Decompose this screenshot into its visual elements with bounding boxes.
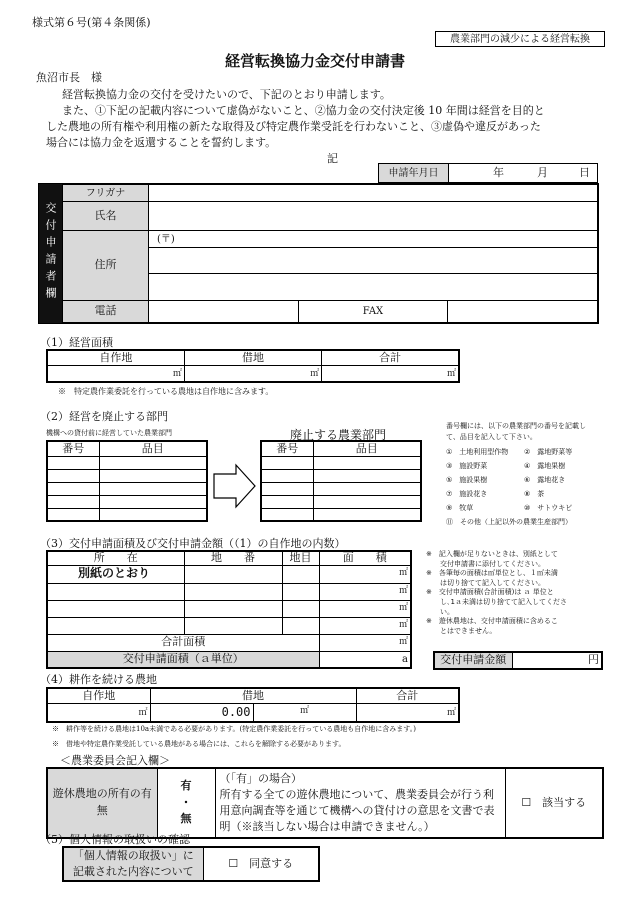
s3-total-label: 合計面積 xyxy=(47,634,319,651)
s5-label: 「個人情報の取扱い」に 記載された内容について xyxy=(63,847,203,881)
s2-before-item-3[interactable] xyxy=(99,482,207,495)
s3-category-1[interactable] xyxy=(282,565,319,583)
s1-header-total: 合計 xyxy=(322,350,459,365)
s3-header-category: 地目 xyxy=(282,551,319,565)
committee-yes-no[interactable] xyxy=(157,768,215,838)
s4-note-2: ※ 借地や特定農作業受託している農地がある場合には、これらを解除する必要があります。 xyxy=(52,740,346,748)
s2-before-table xyxy=(46,440,208,522)
s2-abolish-item-3[interactable] xyxy=(313,482,421,495)
furigana-label: フリガナ xyxy=(63,185,149,202)
s2-legend: 番号欄には、以下の農業部門の番号を記載し て、品目を記入して下さい。 ① 土地利用型作物 ② 露地野菜等 ③ 施設野菜 ④ 露地果樹 ⑤ 施設果樹 ⑥ 露地花き ⑦ 施設花き ⑧ 茶 ⑨ 牧草 ⑩ サトウキビ ⑪ その他（上記以外の農業生産部門） xyxy=(446,422,586,526)
s1-header-own: 自作地 xyxy=(47,350,184,365)
s3-category-4[interactable] xyxy=(282,617,319,634)
s2-before-no-1[interactable] xyxy=(47,456,99,469)
s2-before-no-5[interactable] xyxy=(47,508,99,521)
s3-area-4[interactable] xyxy=(319,617,365,634)
s3-unit-3: ㎡ xyxy=(365,600,411,617)
name-field[interactable] xyxy=(149,202,598,231)
applicant-table xyxy=(62,184,598,323)
date-field[interactable] xyxy=(449,164,598,183)
s3-area-1[interactable] xyxy=(319,565,365,583)
s4-header-borrowed: 借地 xyxy=(150,688,356,703)
s3-a-unit: a xyxy=(365,651,411,668)
s3-total-unit: ㎡ xyxy=(365,634,411,651)
s4-borrowed-unit: ㎡ xyxy=(253,703,356,722)
s3-title: （3）交付申請面積及び交付申請金額（（1）の自作地の内数） xyxy=(40,537,346,550)
committee-no: 無 xyxy=(180,812,192,826)
s3-area-2[interactable] xyxy=(319,583,365,600)
s1-total-field[interactable]: ㎡ xyxy=(322,365,459,382)
s3-apply-area-field[interactable] xyxy=(319,651,365,668)
s3-header-area: 面 積 xyxy=(319,551,411,565)
s2-title: （2）経営を廃止する部門 xyxy=(40,410,168,423)
s4-total-field[interactable]: ㎡ xyxy=(356,703,459,722)
s2-before-col-item: 品目 xyxy=(99,441,207,456)
s3-total-field[interactable] xyxy=(319,634,365,651)
address-line-1[interactable] xyxy=(149,248,598,274)
s1-table xyxy=(46,349,460,383)
year-label: 年 xyxy=(493,166,504,179)
s2-before-no-4[interactable] xyxy=(47,495,99,508)
s3-location-4[interactable] xyxy=(47,617,184,634)
s3-apply-area-label: 交付申請面積（ａ単位） xyxy=(47,651,319,668)
s4-title: （4）耕作を続ける農地 xyxy=(40,673,157,686)
s2-before-item-2[interactable] xyxy=(99,469,207,482)
name-label: 氏名 xyxy=(63,202,149,231)
s3-lot-3[interactable] xyxy=(184,600,282,617)
s2-abolish-no-4[interactable] xyxy=(261,495,313,508)
addressee: 魚沼市長 様 xyxy=(36,71,102,84)
s2-before-item-4[interactable] xyxy=(99,495,207,508)
intro-line-4: 場合には協力金を返還することを誓約します。 xyxy=(46,136,277,149)
s2-abolish-no-1[interactable] xyxy=(261,456,313,469)
s3-location-1[interactable]: 別紙のとおり xyxy=(47,565,184,583)
s3-unit-4: ㎡ xyxy=(365,617,411,634)
applicant-side-label: 交付申請者欄 xyxy=(39,184,62,323)
s3-amount-label: 交付申請金額 xyxy=(434,652,512,669)
s5-title: （5）個人情報の取扱いの確認 xyxy=(40,833,190,846)
page-title: 経営転換協力金交付申請書 xyxy=(224,52,405,70)
s2-abolish-no-5[interactable] xyxy=(261,508,313,521)
s5-table xyxy=(62,846,320,882)
fax-field[interactable] xyxy=(448,301,598,323)
committee-label: 遊休農地の所有の有無 xyxy=(47,768,157,838)
fax-label: FAX xyxy=(298,301,448,323)
s2-abolish-item-2[interactable] xyxy=(313,469,421,482)
furigana-field[interactable] xyxy=(149,185,598,202)
s4-note-1: ※ 耕作等を続ける農地は10a未満である必要があります。(特定農作業委託を行っている農地も自作地に含みます。) xyxy=(52,725,416,733)
s2-before-no-3[interactable] xyxy=(47,482,99,495)
s4-borrowed-field[interactable]: 0.00 xyxy=(150,703,253,722)
s3-table xyxy=(46,550,412,669)
s1-borrowed-field[interactable]: ㎡ xyxy=(184,365,321,382)
s1-header-borrowed: 借地 xyxy=(184,350,321,365)
s2-before-item-1[interactable] xyxy=(99,456,207,469)
application-date-table xyxy=(378,163,598,183)
s3-notes: ※ 記入欄が足りないときは、別紙として 交付申請書に添付してください。 ※ 各筆毎の面積は㎡単位とし、１㎡未満 は切り捨てて記入してください。 ※ 交付申請面積(合計面積)は ａ 単位と し､1ａ未満は切り捨てて記入してくださ い。 ※ 遊休農地は、交付申請面積に含めるこ とはできません。 xyxy=(426,550,567,635)
s3-amount-field[interactable]: 円 xyxy=(512,652,602,669)
s2-abolish-no-3[interactable] xyxy=(261,482,313,495)
committee-check[interactable]: ☐ 該当する xyxy=(505,768,603,838)
s2-abolish-table xyxy=(260,440,422,522)
phone-field[interactable] xyxy=(149,301,299,323)
s3-area-3[interactable] xyxy=(319,600,365,617)
intro-line-3: した農地の所有権や利用権の新たな取得及び特定農作業受託を行わないこと、③虚偽や違反があった xyxy=(46,120,541,133)
s4-own-field[interactable]: ㎡ xyxy=(47,703,150,722)
s3-unit-1: ㎡ xyxy=(365,565,411,583)
address-label: 住所 xyxy=(63,231,149,301)
s3-header-location: 所 在 xyxy=(47,551,184,565)
postal-field[interactable]: (〒) xyxy=(149,231,598,248)
committee-table xyxy=(46,767,604,839)
s4-header-own: 自作地 xyxy=(47,688,150,703)
s2-abolish-no-2[interactable] xyxy=(261,469,313,482)
s1-note: ※ 特定農作業委託を行っている農地は自作地に含みます。 xyxy=(58,387,274,396)
s3-location-3[interactable] xyxy=(47,600,184,617)
month-label: 月 xyxy=(537,166,548,179)
s2-abolish-item-1[interactable] xyxy=(313,456,421,469)
s3-lot-1[interactable] xyxy=(184,565,282,583)
s2-abolish-item-5[interactable] xyxy=(313,508,421,521)
s2-subtitle: 機構への貸付前に経営していた農業部門 xyxy=(46,429,172,437)
phone-label: 電話 xyxy=(63,301,149,323)
s4-table xyxy=(46,687,460,723)
committee-dot: ・ xyxy=(180,795,192,809)
arrow-right-icon xyxy=(212,462,258,510)
s5-agree-check[interactable]: ☐ 同意する xyxy=(203,847,319,881)
s3-category-3[interactable] xyxy=(282,600,319,617)
s2-abolish-title: 廃止する農業部門 xyxy=(290,428,387,442)
address-line-2[interactable] xyxy=(149,274,598,301)
day-label: 日 xyxy=(579,166,590,179)
s3-amount-table xyxy=(433,651,603,670)
date-label: 申請年月日 xyxy=(379,164,449,183)
s1-title: （1）経営面積 xyxy=(40,336,113,349)
committee-title: ＜農業委員会記入欄＞ xyxy=(60,754,170,767)
ki-marker: 記 xyxy=(327,152,338,165)
s1-own-field[interactable]: ㎡ xyxy=(47,365,184,382)
s3-lot-4[interactable] xyxy=(184,617,282,634)
s2-abolish-col-item: 品目 xyxy=(313,441,421,456)
committee-yes: 有 xyxy=(180,779,192,793)
s2-before-col-no: 番号 xyxy=(47,441,99,456)
category-badge: 農業部門の減少による経営転換 xyxy=(435,31,605,47)
s2-abolish-col-no: 番号 xyxy=(261,441,313,456)
s3-header-lot: 地 番 xyxy=(184,551,282,565)
intro-line-2: また、①下記の記載内容について虚偽がないこと、②協力金の交付決定後 10 年間は経営を目的と xyxy=(62,104,545,117)
form-number: 様式第６号(第４条関係) xyxy=(32,16,151,29)
s3-location-2[interactable] xyxy=(47,583,184,600)
s4-header-total: 合計 xyxy=(356,688,459,703)
s3-lot-2[interactable] xyxy=(184,583,282,600)
s2-before-item-5[interactable] xyxy=(99,508,207,521)
s2-before-no-2[interactable] xyxy=(47,469,99,482)
s3-category-2[interactable] xyxy=(282,583,319,600)
intro-line-1: 経営転換協力金の交付を受けたいので、下記のとおり申請します。 xyxy=(62,88,391,101)
s3-unit-2: ㎡ xyxy=(365,583,411,600)
s2-abolish-item-4[interactable] xyxy=(313,495,421,508)
committee-description: （「有」の場合） 所有する全ての遊休農地について、農業委員会が行う利用意向調査等を通じて機構への貸付けの意思を文書で表明（※該当しない場合は申請できません。） xyxy=(215,768,505,838)
